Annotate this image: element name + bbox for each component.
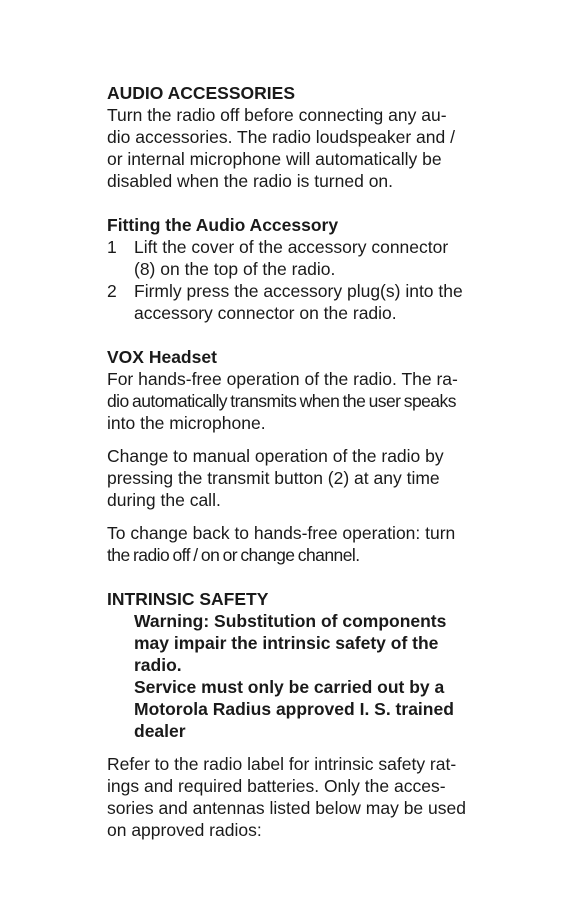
text-line: Refer to the radio label for intrinsic safety rat- bbox=[107, 754, 457, 774]
text-line: or internal microphone will automatically be bbox=[107, 149, 442, 169]
text-line: For hands-free operation of the radio. The ra- bbox=[107, 369, 458, 389]
text-line: dio accessories. The radio loudspeaker and / bbox=[107, 127, 455, 147]
text-line: Turn the radio off before connecting any au- bbox=[107, 105, 447, 125]
text-line: the radio off / on or change channel. bbox=[107, 545, 360, 565]
intrinsic-safety-heading: INTRINSIC SAFETY bbox=[107, 589, 269, 609]
text-line: To change back to hands-free operation: turn bbox=[107, 523, 456, 543]
text-line: pressing the transmit button (2) at any time bbox=[107, 468, 440, 488]
audio-accessories-heading: AUDIO ACCESSORIES bbox=[107, 83, 295, 103]
warning-line: radio. bbox=[134, 655, 182, 675]
text-line: into the microphone. bbox=[107, 413, 266, 433]
vox-paragraph-2 bbox=[107, 445, 487, 511]
warning-line: Warning: Substitution of components bbox=[134, 611, 447, 631]
list-item bbox=[107, 236, 487, 280]
warning-line: Motorola Radius approved I. S. trained bbox=[134, 699, 454, 719]
manual-page bbox=[107, 82, 487, 841]
safety-warning bbox=[134, 610, 487, 742]
text-line: on approved radios: bbox=[107, 820, 262, 840]
text-line: Change to manual operation of the radio by bbox=[107, 446, 444, 466]
warning-line: Service must only be carried out by a bbox=[134, 677, 445, 697]
step-text-line: Firmly press the accessory plug(s) into the bbox=[134, 281, 463, 301]
safety-paragraph bbox=[107, 753, 487, 841]
fitting-steps-list bbox=[107, 236, 487, 324]
step-number: 1 bbox=[107, 237, 117, 257]
step-text-line: Lift the cover of the accessory connector bbox=[134, 237, 449, 257]
text-line: ings and required batteries. Only the acces- bbox=[107, 776, 446, 796]
fitting-heading: Fitting the Audio Accessory bbox=[107, 215, 339, 235]
warning-line: dealer bbox=[134, 721, 186, 741]
vox-paragraph-1 bbox=[107, 368, 487, 434]
text-line: disabled when the radio is turned on. bbox=[107, 171, 394, 191]
vox-paragraph-3 bbox=[107, 522, 487, 566]
step-text-line: accessory connector on the radio. bbox=[134, 303, 397, 323]
audio-accessories-paragraph bbox=[107, 104, 487, 192]
list-item bbox=[107, 280, 487, 324]
warning-line: may impair the intrinsic safety of the bbox=[134, 633, 439, 653]
text-line: dio automatically transmits when the user speaks bbox=[107, 391, 456, 411]
text-line: during the call. bbox=[107, 490, 221, 510]
vox-headset-heading: VOX Headset bbox=[107, 347, 217, 367]
step-text-line: (8) on the top of the radio. bbox=[134, 259, 336, 279]
text-line: sories and antennas listed below may be used bbox=[107, 798, 466, 818]
step-number: 2 bbox=[107, 281, 117, 301]
